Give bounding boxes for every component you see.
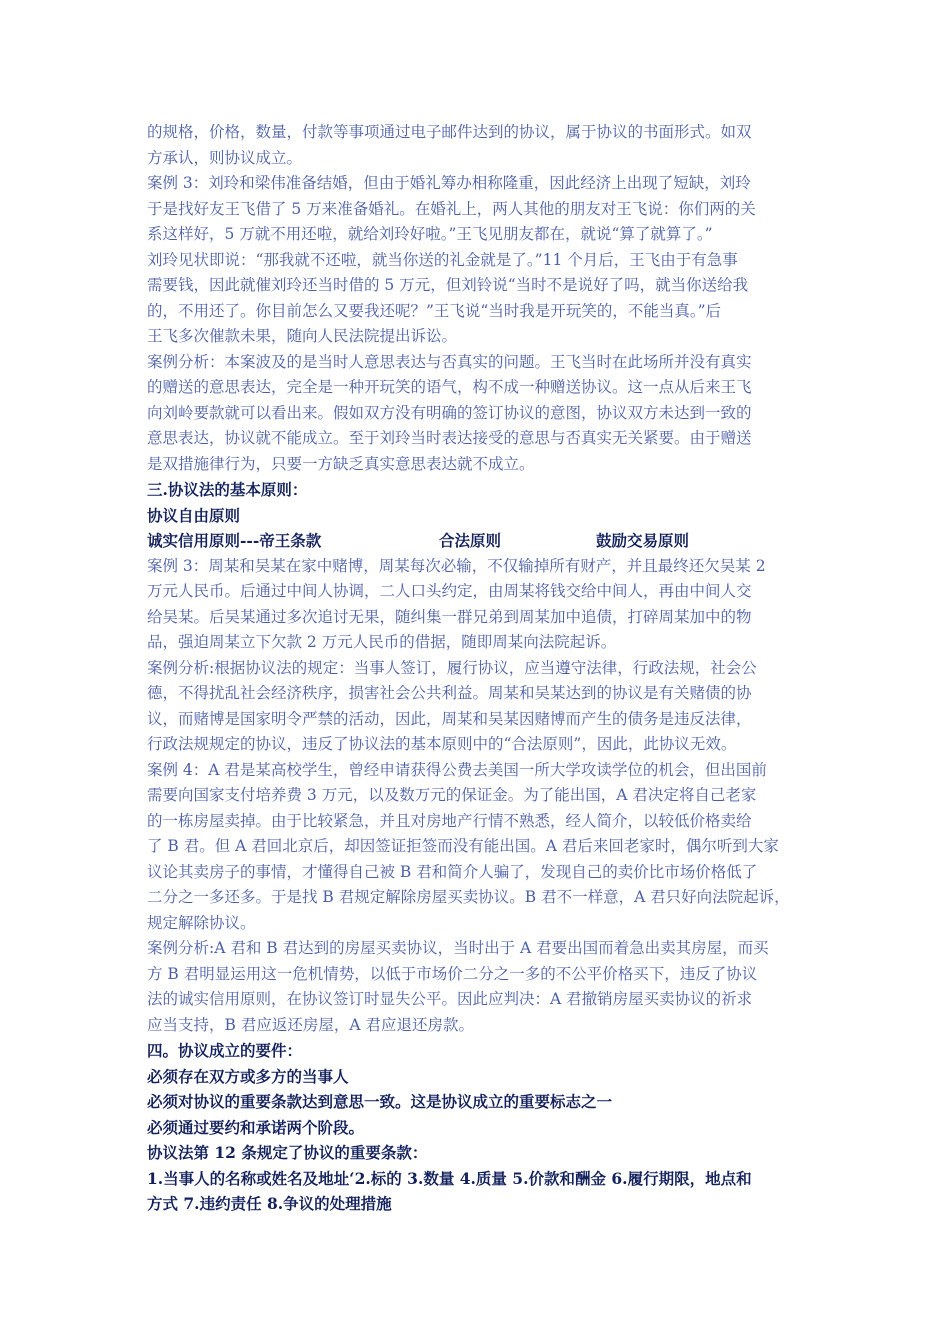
text-line: 议，而赌博是国家明令严禁的活动，因此，周某和吴某因赌博而产生的债务是违反法律， [147, 709, 752, 728]
text-line: 议论其卖房子的事情，才懂得自己被 B 君和简介人骗了，发现自己的卖价比市场价格低了 [147, 862, 758, 881]
text-line: 方 B 君明显运用这一危机情势，以低于市场价二分之一多的不公平价格买下，违反了协议 [147, 964, 758, 983]
heading-line: 必须存在双方或多方的当事人 [147, 1066, 349, 1086]
heading-line: 1.当事人的名称或姓名及地址‘2.标的 3.数量 4.质量 5.价款和酬金 6.履行期限，地点和 [147, 1168, 752, 1188]
heading-line: 必须对协议的重要条款达到意思一致。这是协议成立的重要标志之一 [147, 1092, 613, 1111]
text-line: 于是找好友王飞借了 5 万来准备婚礼。在婚礼上，两人其他的朋友对王飞说：你们两的关 [147, 199, 756, 218]
text-line: 方承认，则协议成立。 [147, 148, 303, 167]
text-line: 的一栋房屋卖掉。由于比较紧急，并且对房地产行情不熟悉，经人简介，以较低价格卖给 [147, 811, 752, 830]
text-line: 应当支持，B 君应返还房屋，A 君应退还房款。 [147, 1015, 474, 1034]
text-line: 案例 4：A 君是某高校学生，曾经申请获得公费去美国一所大学攻读学位的机会，但出国前 [147, 760, 767, 779]
text-line: 案例分析:A 君和 B 君达到的房屋买卖协议，当时出于 A 君要出国而着急出卖其房屋，而买 [147, 939, 769, 957]
text-line: 给吴某。后吴某通过多次追讨无果，随纠集一群兄弟到周某加中追债，打碎周某加中的物 [147, 607, 752, 626]
text-line: 案例分析:根据协议法的规定：当事人签订，履行协议，应当遵守法律，行政法规，社会公 [147, 658, 757, 677]
principle-label: 诚实信用原则---帝王条款 [147, 531, 322, 550]
heading-line: 三.协议法的基本原则： [147, 480, 308, 499]
text-line: 需要钱，因此就催刘玲还当时借的 5 万元，但刘铃说“当时不是说好了吗，就当你送给我 [147, 276, 749, 294]
text-line: 的，不用还了。你目前怎么又要我还呢？”王飞说“当时我是开玩笑的，不能当真。”后 [147, 301, 722, 320]
heading-line: 协议法第 12 条规定了协议的重要条款： [147, 1143, 428, 1162]
text-line: 案例分析：本案波及的是当时人意思表达与否真实的问题。王飞当时在此场所并没有真实 [147, 352, 752, 371]
text-line: 的规格，价格，数量，付款等事项通过电子邮件达到的协议，属于协议的书面形式。如双 [147, 123, 752, 141]
text-line: 是双措施律行为，只要一方缺乏真实意思表达就不成立。 [147, 454, 535, 473]
text-line: 案例 3：周某和吴某在家中赌博，周某每次必输，不仅输掉所有财产，并且最终还欠吴某 2 [147, 556, 766, 575]
text-line: 需要向国家支付培养费 3 万元，以及数万元的保证金。为了能出国，A 君决定将自己老家 [147, 786, 757, 804]
text-line: 系这样好，5 万就不用还啦，就给刘玲好啦。”王飞见朋友都在，就说“算了就算了。” [147, 225, 713, 243]
text-line: 向刘岭要款就可以看出来。假如双方没有明确的签订协议的意图，协议双方未达到一致的 [147, 403, 752, 422]
text-line: 法的诚实信用原则，在协议签订时显失公平。因此应判决：A 君撤销房屋买卖协议的祈求 [147, 990, 753, 1008]
text-line: 行政法规规定的协议，违反了协议法的基本原则中的“合法原则”，因此，此协议无效。 [147, 735, 737, 753]
principles-row [147, 528, 822, 554]
text-line: 了 B 君。但 A 君回北京后，却因签证拒签而没有能出国。A 君后来回老家时，偶尔听到大家 [147, 837, 779, 855]
principle-label: 合法原则 [439, 531, 502, 550]
text-line: 意思表达，协议就不能成立。至于刘玲当时表达接受的意思与否真实无关紧要。由于赠送 [147, 429, 752, 447]
heading-line: 必须通过要约和承诺两个阶段。 [147, 1117, 365, 1137]
text-line: 案例 3：刘玲和梁伟准备结婚，但由于婚礼筹办相称隆重，因此经济上出现了短缺，刘玲 [147, 174, 751, 192]
text-line: 刘玲见状即说：“那我就不还啦，就当你送的礼金就是了。”11 个月后，王飞由于有急事 [147, 250, 738, 269]
text-line: 德，不得扰乱社会经济秩序，损害社会公共利益。周某和吴某达到的协议是有关赌债的协 [147, 684, 752, 702]
text-line: 二分之一多还多。于是找 B 君规定解除房屋买卖协议。B 君不一样意，A 君只好向法院起诉， [147, 888, 790, 906]
heading-line: 方式 7.违约责任 8.争议的处理措施 [147, 1194, 392, 1213]
heading-line: 四。协议成立的要件： [147, 1041, 303, 1060]
text-line: 万元人民币。后通过中间人协调，二人口头约定，由周某将钱交给中间人，再由中间人交 [147, 582, 752, 600]
heading-line: 协议自由原则 [147, 505, 241, 525]
text-line: 的赠送的意思表达，完全是一种开玩笑的语气，构不成一种赠送协议。这一点从后来王飞 [147, 378, 752, 396]
document-page [147, 120, 822, 1217]
principle-label: 鼓励交易原则 [596, 531, 690, 550]
text-line: 规定解除协议。 [147, 913, 256, 932]
text-line: 品，强迫周某立下欠款 2 万元人民币的借据，随即周某向法院起诉。 [147, 633, 617, 651]
text-line: 王飞多次催款未果，随向人民法院提出诉讼。 [147, 327, 458, 345]
